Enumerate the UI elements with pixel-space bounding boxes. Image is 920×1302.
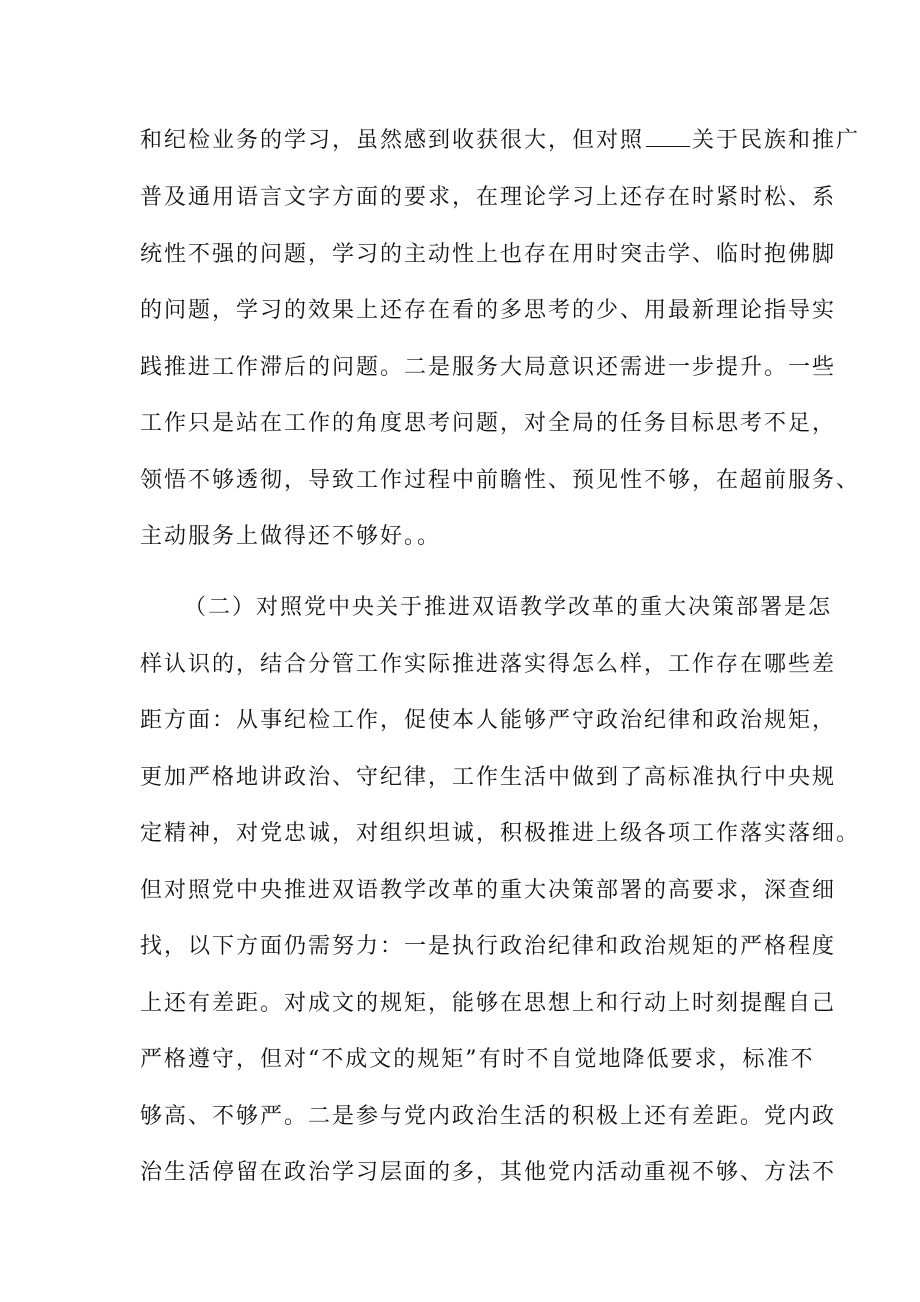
paragraph1-line-2: 普及通用语言文字方面的要求，在理论学习上还存在时紧时松、系: [140, 185, 837, 210]
paragraph2-line-9: 严格遵守，但对“不成文的规矩”有时不自觉地降低要求，标准不: [140, 1047, 815, 1072]
paragraph1-line-1-before: 和纪检业务的学习，虽然感到收获很大，但对照: [140, 128, 645, 153]
paragraph2-line-10: 够高、不够严。二是参与党内政治生活的积极上还有差距。党内政: [140, 1104, 837, 1129]
paragraph1-line-3: 统性不强的问题，学习的主动性上也存在用时突击学、临时抱佛脚: [140, 242, 837, 267]
paragraph1-line-7: 领悟不够透彻，导致工作过程中前瞻性、预见性不够，在超前服务、: [140, 468, 861, 493]
paragraph2-line-8: 上还有差距。对成文的规矩，能够在思想上和行动上时刻提醒自己: [140, 991, 837, 1016]
paragraph2-line-11: 治生活停留在政治学习层面的多，其他党内活动重视不够、方法不: [140, 1160, 837, 1185]
paragraph1-line-1-after: 关于民族和推广: [692, 128, 861, 153]
paragraph1-line-1: [140, 126, 860, 156]
paragraph1-line-4: 的问题，学习的效果上还存在看的多思考的少、用最新理论指导实: [140, 298, 837, 323]
paragraph2-line-1: （二）对照党中央关于推进双语教学改革的重大决策部署是怎: [184, 595, 833, 620]
paragraph2-line-3: 距方面：从事纪检工作，促使本人能够严守政治纪律和政治规矩，: [140, 708, 837, 733]
paragraph2-line-2: 样认识的，结合分管工作实际推进落实得怎么样，工作存在哪些差: [140, 652, 837, 677]
paragraph1-line-5: 践推进工作滞后的问题。二是服务大局意识还需进一步提升。一些: [140, 355, 837, 380]
paragraph2-line-7: 找，以下方面仍需努力：一是执行政治纪律和政治规矩的严格程度: [140, 934, 837, 959]
paragraph2-line-5: 定精神，对党忠诚，对组织坦诚，积极推进上级各项工作落实落细。: [140, 821, 861, 846]
paragraph2-line-4: 更加严格地讲政治、守纪律，工作生活中做到了高标准执行中央规: [140, 765, 837, 790]
paragraph1-line-8: 主动服务上做得还不够好。。: [140, 524, 442, 549]
paragraph1-line-6: 工作只是站在工作的角度思考问题，对全局的任务目标思考不足，: [140, 411, 837, 436]
fill-in-blank: [646, 128, 690, 147]
paragraph2-line-6: 但对照党中央推进双语教学改革的重大决策部署的高要求，深查细: [140, 878, 837, 903]
